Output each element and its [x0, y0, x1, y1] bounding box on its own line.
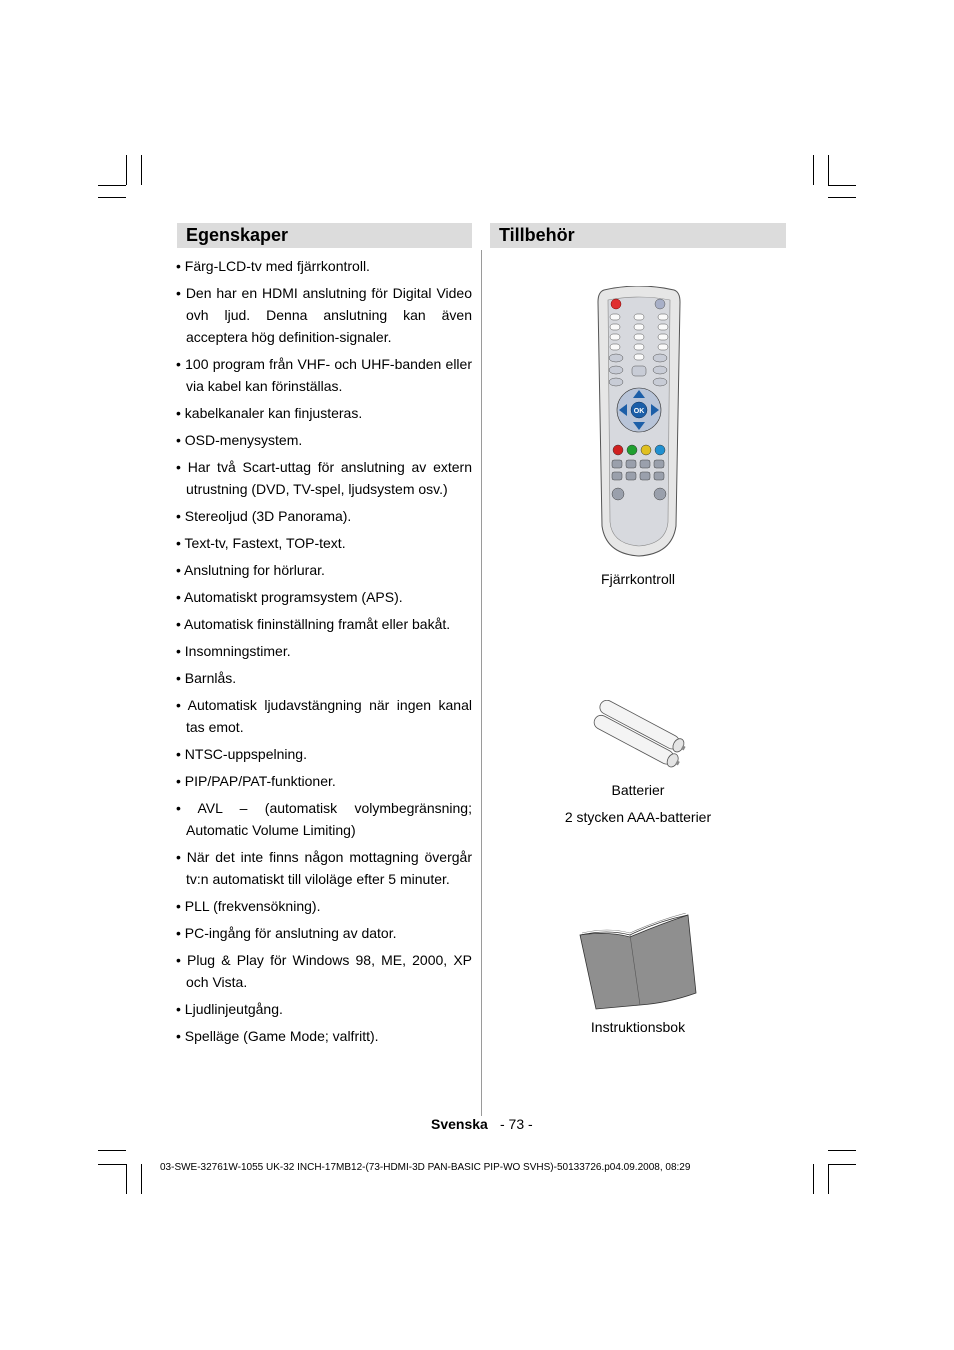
page-number: - 73 -: [500, 1116, 533, 1132]
feature-item: • Automatisk ljudavstängning när ingen kanal tas emot.: [176, 694, 472, 738]
feature-item: • kabelkanaler kan finjusteras.: [176, 402, 472, 424]
feature-item: • AVL – (automatisk volymbegränsning; Automatic Volume Limiting): [176, 797, 472, 841]
feature-item: • Stereoljud (3D Panorama).: [176, 505, 472, 527]
feature-item: • Barnlås.: [176, 667, 472, 689]
batteries-illustration: [587, 700, 689, 768]
feature-item: • PC-ingång för anslutning av dator.: [176, 922, 472, 944]
feature-item: • Automatiskt programsystem (APS).: [176, 586, 472, 608]
remote-control-illustration: [596, 286, 682, 558]
footer-language: Svenska: [431, 1116, 488, 1132]
feature-item: • Färg-LCD-tv med fjärrkontroll.: [176, 255, 472, 277]
features-list: [176, 255, 472, 1052]
feature-item: • Spelläge (Game Mode; valfritt).: [176, 1025, 472, 1047]
power-button-icon: [611, 299, 621, 309]
feature-item: • Ljudlinjeutgång.: [176, 998, 472, 1020]
feature-item: • OSD-menysystem.: [176, 429, 472, 451]
feature-item: • NTSC-uppspelning.: [176, 743, 472, 765]
feature-item: • Plug & Play för Windows 98, ME, 2000, XP och Vista.: [176, 949, 472, 993]
feature-item: • Den har en HDMI anslutning för Digital Video ovh ljud. Denna anslutning kan även acceptera hög definition-signaler.: [176, 282, 472, 348]
batteries-caption: Batterier: [611, 782, 665, 798]
column-divider: [481, 250, 482, 1116]
feature-item: • Anslutning for hörlurar.: [176, 559, 472, 581]
feature-item: • 100 program från VHF- och UHF-banden eller via kabel kan förinställas.: [176, 353, 472, 397]
feature-item: • Har två Scart-uttag för anslutning av extern utrustning (DVD, TV-spel, ljudsystem osv.): [176, 456, 472, 500]
batteries-detail: 2 stycken AAA-batterier: [564, 809, 712, 825]
section-title-accessories: Tillbehör: [490, 223, 786, 248]
document-code: 03-SWE-32761W-1055 UK-32 INCH-17MB12-(73-HDMI-3D PAN-BASIC PIP-WO SVHS)-50133726.p04.09.2008, 08:29: [160, 1162, 691, 1173]
feature-item: • Insomningstimer.: [176, 640, 472, 662]
section-title-features: Egenskaper: [177, 223, 472, 248]
feature-item: • Automatisk fininställning framåt eller bakåt.: [176, 613, 472, 635]
feature-item: • När det inte finns någon mottagning övergår tv:n automatiskt till viloläge efter 5 minuter.: [176, 846, 472, 890]
ok-label: OK: [633, 408, 645, 415]
feature-item: • Text-tv, Fastext, TOP-text.: [176, 532, 472, 554]
manual-book-illustration: [578, 913, 700, 1011]
feature-item: • PIP/PAP/PAT-funktioner.: [176, 770, 472, 792]
remote-caption: Fjärrkontroll: [601, 571, 675, 587]
feature-item: • PLL (frekvensökning).: [176, 895, 472, 917]
manual-caption: Instruktionsbok: [590, 1019, 686, 1035]
